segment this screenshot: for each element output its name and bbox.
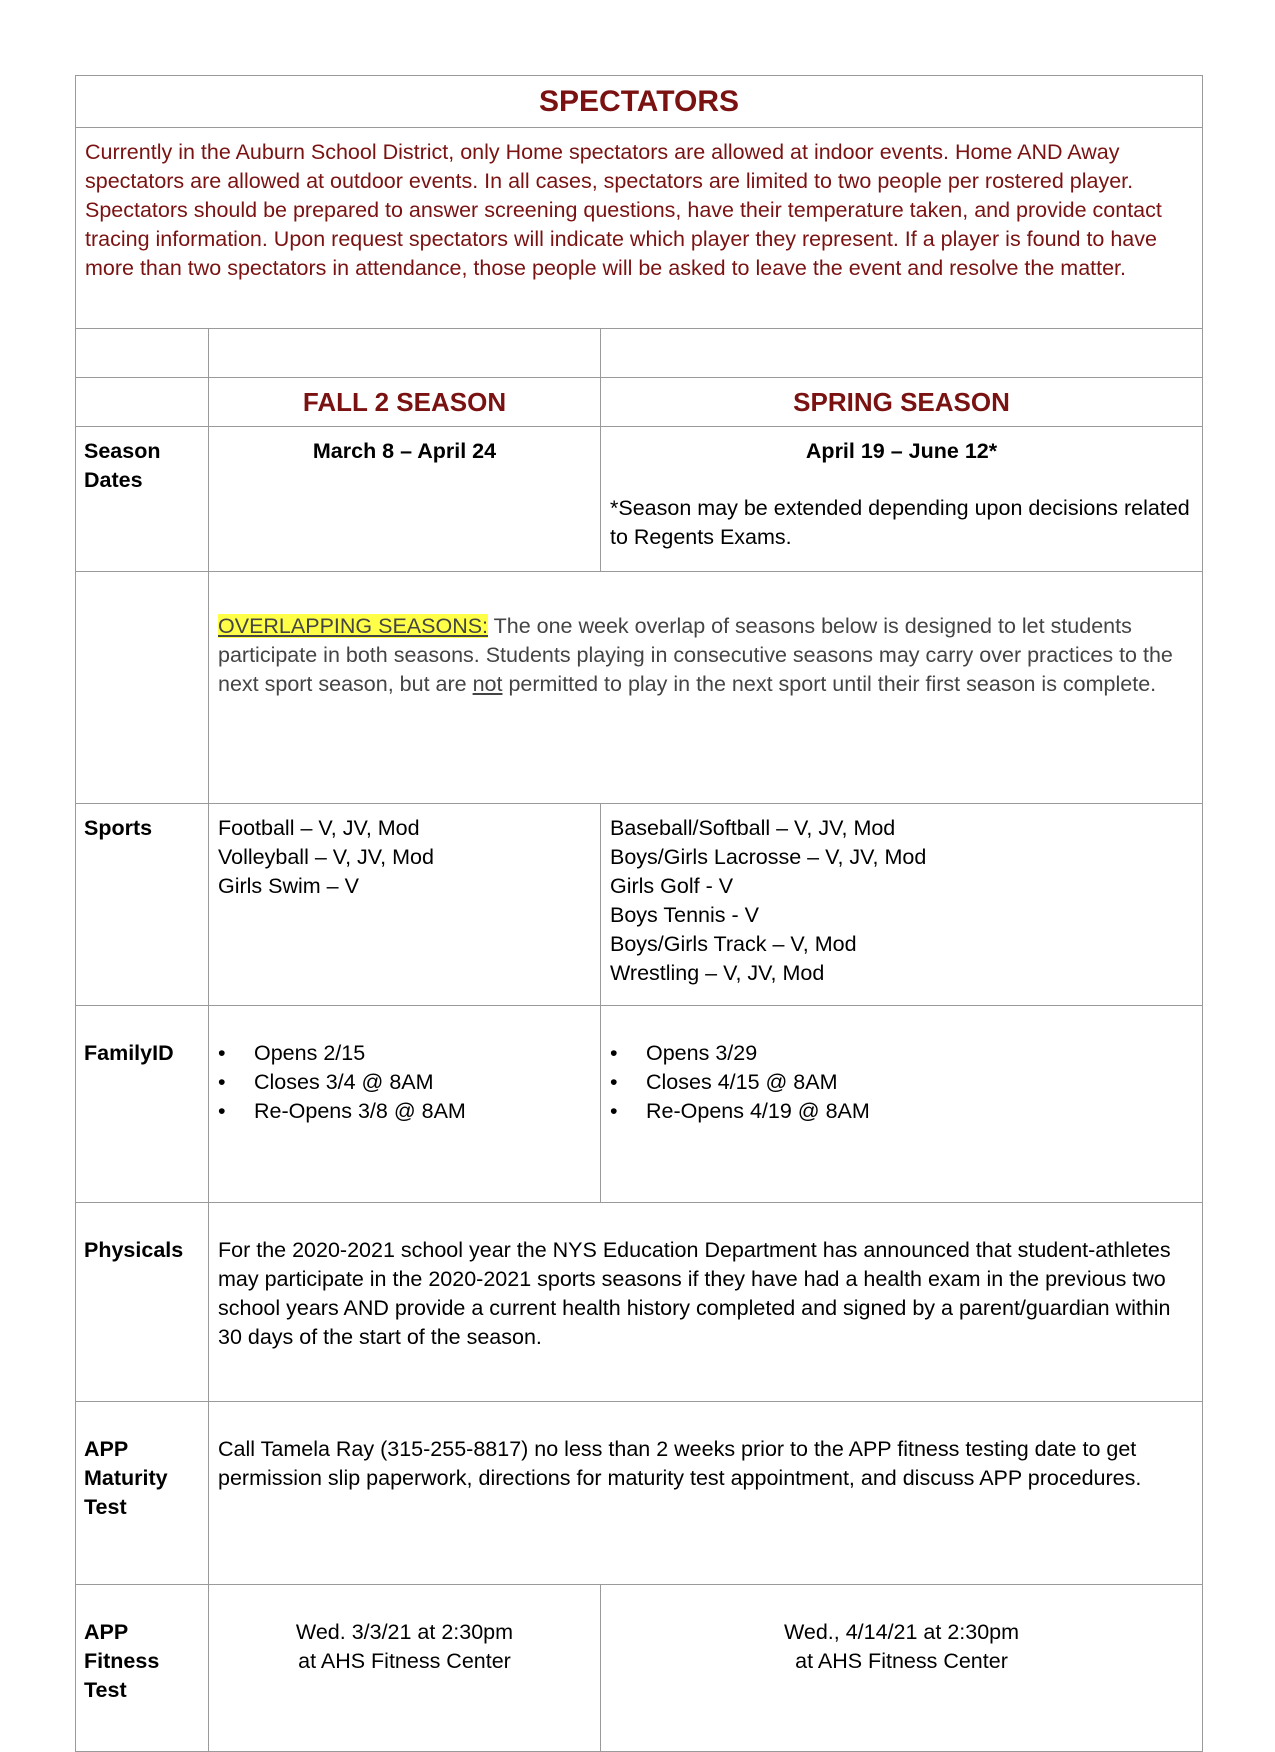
bullet-icon: • xyxy=(218,1041,226,1065)
bullet-icon: • xyxy=(610,1070,618,1094)
list-item xyxy=(218,1039,591,1068)
empty-label-cell xyxy=(76,572,209,804)
sport-item: Wrestling – V, JV, Mod xyxy=(610,961,825,985)
spring-fitness-cell xyxy=(601,1585,1203,1752)
spring-season-note: *Season may be extended depending upon decisions related to Regents Exams. xyxy=(610,496,1190,549)
bullet-icon: • xyxy=(218,1099,226,1123)
list-item xyxy=(610,1039,1193,1068)
app-fitness-label: Fitness xyxy=(84,1649,160,1673)
spectators-title-row xyxy=(76,76,1203,128)
familyid-row xyxy=(76,1006,1203,1203)
sports-label: Sports xyxy=(76,804,209,1006)
sport-item: Boys/Girls Track – V, Mod xyxy=(610,932,857,956)
app-maturity-label: Maturity xyxy=(84,1466,168,1490)
app-maturity-label-cell xyxy=(76,1402,209,1585)
familyid-item: Re-Opens 3/8 @ 8AM xyxy=(254,1099,466,1123)
spectators-policy-text: Currently in the Auburn School District, only Home spectators are allowed at indoor events. Home AND Away spectators are allowed at outdoor events. In all cases, spectators are limited to two people per rostered player. Spectators should be prepared to answer screening questions, have their temperature taken, and provide contact tracing information. Upon request spectators will indicate which player they represent. If a player is found to have more than two spectators in attendance, those people will be asked to leave the event and resolve the matter. xyxy=(76,128,1203,329)
season-dates-label: Season Dates xyxy=(76,427,209,572)
sport-item: Volleyball – V, JV, Mod xyxy=(218,845,434,869)
blank-cell xyxy=(209,329,601,378)
list-item xyxy=(218,1097,591,1126)
bullet-icon: • xyxy=(610,1099,618,1123)
fitness-date: Wed. 3/3/21 at 2:30pm xyxy=(295,1620,514,1644)
blank-row xyxy=(76,329,1203,378)
app-maturity-label: Test xyxy=(84,1495,127,1519)
fitness-date: Wed., 4/14/21 at 2:30pm xyxy=(783,1620,1020,1644)
spring-dates-cell xyxy=(601,427,1203,572)
sport-item: Girls Swim – V xyxy=(218,874,359,898)
overlap-cell xyxy=(209,572,1203,804)
fall-familyid-cell xyxy=(209,1006,601,1203)
app-fitness-label: Test xyxy=(84,1678,127,1702)
physicals-label: Physicals xyxy=(76,1203,209,1402)
season-header-row xyxy=(76,378,1203,427)
bullet-icon: • xyxy=(218,1070,226,1094)
overlap-row xyxy=(76,572,1203,804)
season-dates-row xyxy=(76,427,1203,572)
familyid-item: Re-Opens 4/19 @ 8AM xyxy=(646,1099,870,1123)
overlap-emphasis: not xyxy=(472,672,503,696)
app-fitness-label: APP xyxy=(84,1620,129,1644)
list-item xyxy=(218,1068,591,1097)
fall-dates: March 8 – April 24 xyxy=(312,439,497,463)
app-fitness-row xyxy=(76,1585,1203,1752)
overlap-heading: OVERLAPPING SEASONS: xyxy=(218,614,489,638)
fall-fitness-cell xyxy=(209,1585,601,1752)
athletics-info-table xyxy=(75,75,1203,1752)
physicals-text: For the 2020-2021 school year the NYS Education Department has announced that student-athletes may participate in the 2020-2021 sports seasons if they have had a health exam in the previous two school years AND provide a current health history completed and signed by a parent/guardian within 30 days of the start of the season. xyxy=(209,1203,1203,1402)
list-item xyxy=(610,1097,1193,1126)
familyid-item: Opens 2/15 xyxy=(254,1041,366,1065)
list-item xyxy=(610,1068,1193,1097)
blank-cell xyxy=(601,329,1203,378)
sport-item: Boys Tennis - V xyxy=(610,903,759,927)
fitness-location: at AHS Fitness Center xyxy=(298,1649,511,1673)
sport-item: Football – V, JV, Mod xyxy=(218,816,420,840)
fall-sports-cell xyxy=(209,804,601,1006)
sport-item: Boys/Girls Lacrosse – V, JV, Mod xyxy=(610,845,927,869)
familyid-item: Closes 4/15 @ 8AM xyxy=(646,1070,838,1094)
overlap-text-2: permitted to play in the next sport until their first season is complete. xyxy=(502,672,1157,696)
fall-season-heading: FALL 2 SEASON xyxy=(209,378,601,427)
fitness-location: at AHS Fitness Center xyxy=(795,1649,1008,1673)
familyid-item: Closes 3/4 @ 8AM xyxy=(254,1070,434,1094)
spring-sports-cell xyxy=(601,804,1203,1006)
spectators-text-row xyxy=(76,128,1203,329)
spring-dates: April 19 – June 12* xyxy=(805,439,998,463)
blank-cell xyxy=(76,329,209,378)
app-maturity-text: Call Tamela Ray (315-255-8817) no less than 2 weeks prior to the APP fitness testing date to get permission slip paperwork, directions for maturity test appointment, and discuss APP procedures. xyxy=(209,1402,1203,1585)
physicals-row xyxy=(76,1203,1203,1402)
familyid-label: FamilyID xyxy=(76,1006,209,1203)
app-maturity-label: APP xyxy=(84,1437,129,1461)
overlap-text-1: The one week overlap of seasons below is designed to let students participate in both seasons. Students playing in consecutive seasons may carry over practices to the next sport season, but are xyxy=(218,614,1173,696)
sport-item: Baseball/Softball – V, JV, Mod xyxy=(610,816,896,840)
spring-familyid-cell xyxy=(601,1006,1203,1203)
app-fitness-label-cell xyxy=(76,1585,209,1752)
sport-item: Girls Golf - V xyxy=(610,874,734,898)
fall-dates-cell xyxy=(209,427,601,572)
sports-row xyxy=(76,804,1203,1006)
app-maturity-row xyxy=(76,1402,1203,1585)
spectators-title: SPECTATORS xyxy=(76,76,1203,128)
spring-season-heading: SPRING SEASON xyxy=(601,378,1203,427)
empty-header-cell xyxy=(76,378,209,427)
bullet-icon: • xyxy=(610,1041,618,1065)
familyid-item: Opens 3/29 xyxy=(646,1041,758,1065)
